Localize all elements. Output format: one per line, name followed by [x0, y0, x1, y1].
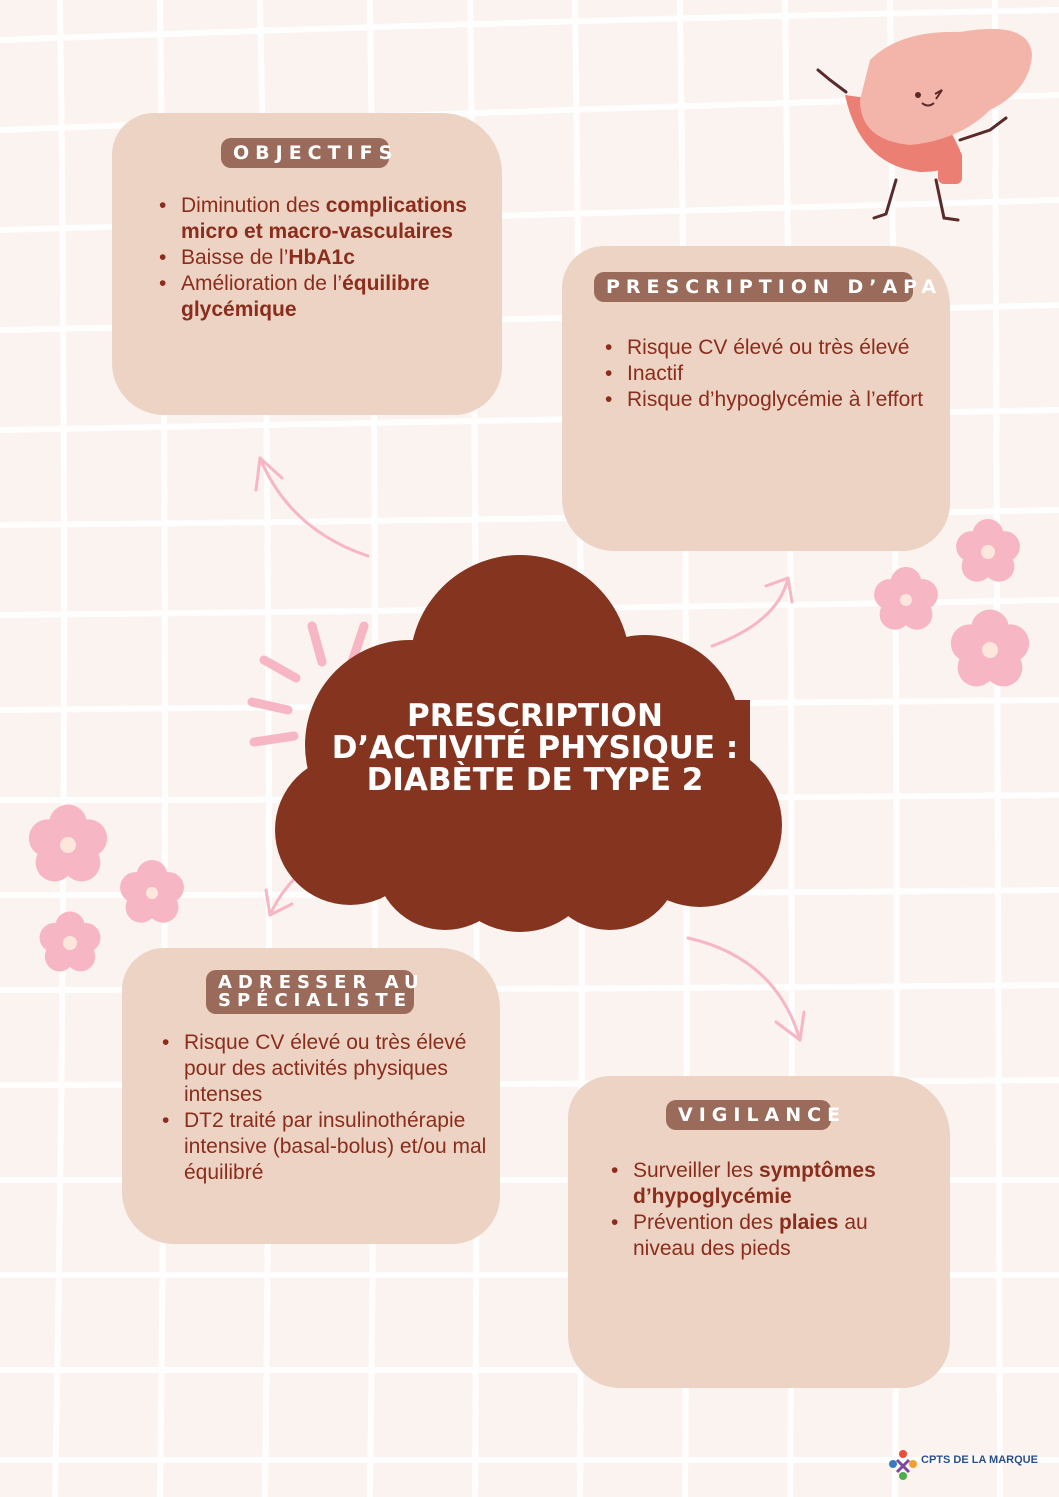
- vigilance-tag: VIGILANCE: [666, 1100, 831, 1130]
- list-item: • Prévention des plaies au niveau des pieds: [633, 1210, 933, 1262]
- list-item: • Risque d’hypoglycémie à l’effort: [627, 387, 927, 413]
- list-item: • Risque CV élevé ou très élevé pour des activités physiques intenses: [184, 1030, 494, 1108]
- list-item: • Inactif: [627, 361, 927, 387]
- list-item: • Diminution des complications micro et macro-vasculaires: [181, 193, 501, 245]
- adresser-tag: ADRESSER AU SPÉCIALISTE: [206, 970, 414, 1014]
- objectifs-tag: OBJECTIFS: [221, 138, 389, 168]
- vigilance-list: [611, 1158, 933, 1262]
- list-item: • Risque CV élevé ou très élevé: [627, 335, 927, 361]
- page-title: PRESCRIPTION D’ACTIVITÉ PHYSIQUE : DIABÈTE DE TYPE 2: [331, 698, 739, 798]
- objectifs-list: [159, 193, 501, 323]
- list-item: • Surveiller les symptômes d’hypoglycémie: [633, 1158, 933, 1210]
- list-item: • DT2 traité par insulinothérapie intensive (basal-bolus) et/ou mal équilibré: [184, 1108, 494, 1186]
- adresser-list: [162, 1030, 494, 1186]
- cpts-logo: [887, 1448, 1047, 1488]
- logo-text: CPTS DE LA MARQUE: [921, 1454, 1038, 1466]
- logo-people-icon: [887, 1448, 919, 1484]
- prescription-list: [605, 335, 927, 413]
- list-item: • Amélioration de l’équilibre glycémique: [181, 271, 501, 323]
- prescription-tag: PRESCRIPTION D’APA: [594, 272, 913, 302]
- list-item: • Baisse de l’HbA1c: [181, 245, 501, 271]
